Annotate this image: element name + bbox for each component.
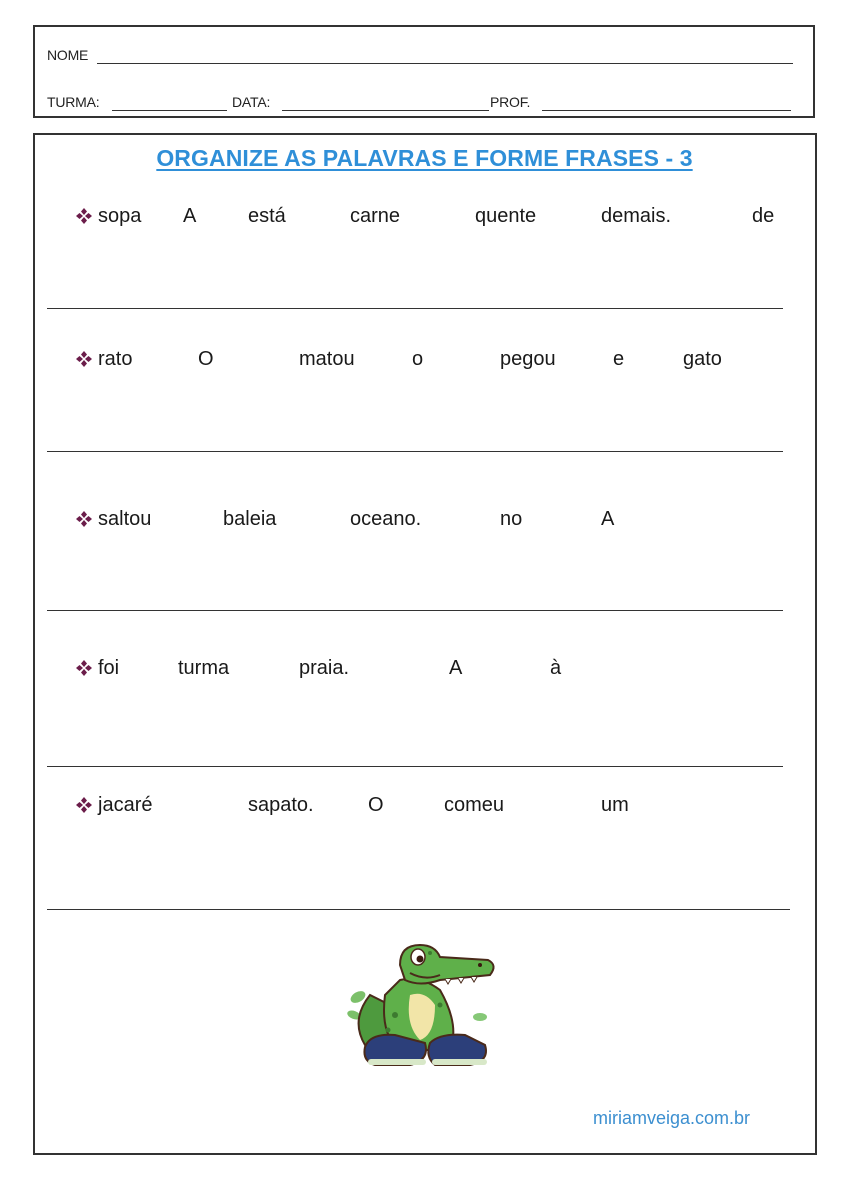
word: matou [299, 348, 355, 370]
word: um [601, 794, 629, 816]
word: jacaré [98, 794, 153, 816]
word: de [752, 205, 775, 227]
word: e [613, 348, 625, 370]
word: baleia [223, 508, 277, 530]
word: foi [98, 657, 120, 679]
word: O [368, 794, 384, 816]
word: A [449, 657, 463, 679]
prof-field[interactable] [542, 110, 791, 111]
word: à [550, 657, 562, 679]
word: A [183, 205, 197, 227]
word: demais. [601, 205, 672, 227]
word: turma [178, 657, 230, 679]
website-link[interactable]: miriamveiga.com.br [593, 1108, 751, 1128]
word: quente [475, 205, 537, 227]
prof-label: PROF. [490, 94, 531, 110]
word: oceano. [350, 508, 422, 530]
word: carne [350, 205, 401, 227]
word: o [412, 348, 424, 370]
word: pegou [500, 348, 556, 370]
diamond-bullet-icon [75, 796, 93, 814]
crocodile-illustration-icon [340, 935, 500, 1075]
word: O [198, 348, 214, 370]
diamond-bullet-icon [75, 207, 93, 225]
word: saltou [98, 508, 152, 530]
diamond-bullet-icon [75, 510, 93, 528]
exercise-3 [0, 508, 849, 538]
diamond-bullet-icon [75, 659, 93, 677]
data-label: DATA: [232, 94, 271, 110]
word: A [601, 508, 615, 530]
answer-line-4[interactable] [47, 766, 783, 767]
answer-line-2[interactable] [47, 451, 783, 452]
word: sopa [98, 205, 142, 227]
word: comeu [444, 794, 505, 816]
word: está [248, 205, 286, 227]
data-field[interactable] [282, 110, 489, 111]
answer-line-3[interactable] [47, 610, 783, 611]
exercise-1 [0, 205, 849, 235]
student-info-box [33, 25, 815, 118]
turma-label: TURMA: [47, 94, 100, 110]
word: no [500, 508, 523, 530]
word: gato [683, 348, 722, 370]
diamond-bullet-icon [75, 350, 93, 368]
answer-line-1[interactable] [47, 308, 783, 309]
exercise-5 [0, 794, 849, 824]
word: sapato. [248, 794, 314, 816]
word: praia. [299, 657, 350, 679]
exercise-4 [0, 657, 849, 687]
exercise-2 [0, 348, 849, 378]
answer-line-5[interactable] [47, 909, 790, 910]
nome-field[interactable] [97, 63, 793, 64]
nome-label: NOME [47, 47, 89, 63]
page-title: ORGANIZE AS PALAVRAS E FORME FRASES - 3 [156, 145, 693, 171]
word: rato [98, 348, 133, 370]
turma-field[interactable] [112, 110, 227, 111]
